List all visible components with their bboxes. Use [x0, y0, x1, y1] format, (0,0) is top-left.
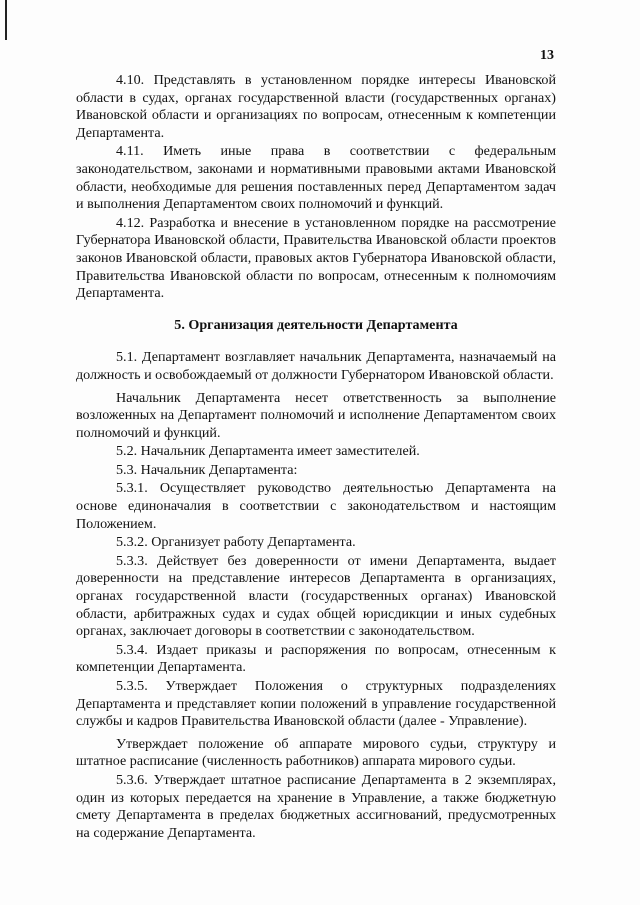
paragraph-5-3-1: 5.3.1. Осуществляет руководство деятельностью Департамента на основе единоначалия в соответствии с законодательством и настоящим Положением. [76, 480, 556, 532]
paragraph-5-3-2: 5.3.2. Организует работу Департамента. [116, 534, 356, 551]
paragraph-4-12: 4.12. Разработка и внесение в установленном порядке на рассмотрение Губернатора Ивановской области, Правительства Ивановской области проектов законов Ивановской области, правовых актов Губернатора Ивановской области, Правительства Ивановской области по вопросам, отнесенным к полномочиям Департамента. [76, 214, 556, 302]
paragraph-5-3-4: 5.3.4. Издает приказы и распоряжения по вопросам, отнесенным к компетенции Департамента. [76, 641, 556, 676]
paragraph-5-3-6: 5.3.6. Утверждает штатное расписание Департамента в 2 экземплярах, один из которых передается на хранение в Управление, а также бюджетную смету Департамента в пределах бюджетных ассигнований, предусмотренных на содержание Департамента. [76, 771, 556, 841]
paragraph-5-3-3: 5.3.3. Действует без доверенности от имени Департамента, выдает доверенности на представление интересов Департамента в организациях, органах государственной власти (государственных органах) Ивановской области, арбитражных судах и судах общей юрисдикции и иных судебных органах, заключает договоры в соответствии с законодательством. [76, 552, 556, 640]
paragraph-4-11: 4.11. Иметь иные права в соответствии с федеральным законодательством, законами и нормативными правовыми актами Ивановской области, необходимые для решения поставленных перед Департаментом задач и выполнения Департаментом своих полномочий и функций. [76, 143, 556, 213]
paragraph-head-responsibility: Начальник Департамента несет ответственность за выполнение возложенных на Департамент полномочий и исполнение Департаментом своих полномочий и функций. [76, 389, 556, 441]
paragraph-5-1: 5.1. Департамент возглавляет начальник Департамента, назначаемый на должность и освобождаемый от должности Губернатором Ивановской области. [76, 349, 556, 383]
paragraph-5-3-5: 5.3.5. Утверждает Положения о структурных подразделениях Департамента и представляет копии положений в управление государственной службы и кадров Правительства Ивановской области (далее - Управление). [76, 678, 556, 730]
document-body [76, 72, 556, 843]
section-heading: 5. Организация деятельности Департамента [174, 316, 458, 333]
page-number: 13 [540, 48, 554, 63]
paragraph-5-2: 5.2. Начальник Департамента имеет заместителей. [116, 443, 420, 460]
paragraph-5-3: 5.3. Начальник Департамента: [116, 461, 298, 478]
paragraph-judge-apparatus: Утверждает положение об аппарате мирового судьи, структуру и штатное расписание (численность работников) аппарата мирового судьи. [76, 735, 556, 770]
paragraph-4-10: 4.10. Представлять в установленном порядке интересы Ивановской области в судах, органах государственной власти (государственных органах) Ивановской области и организациях по вопросам, отнесенным к компетенции Департамента. [76, 72, 556, 141]
scan-edge-line [5, 0, 7, 40]
